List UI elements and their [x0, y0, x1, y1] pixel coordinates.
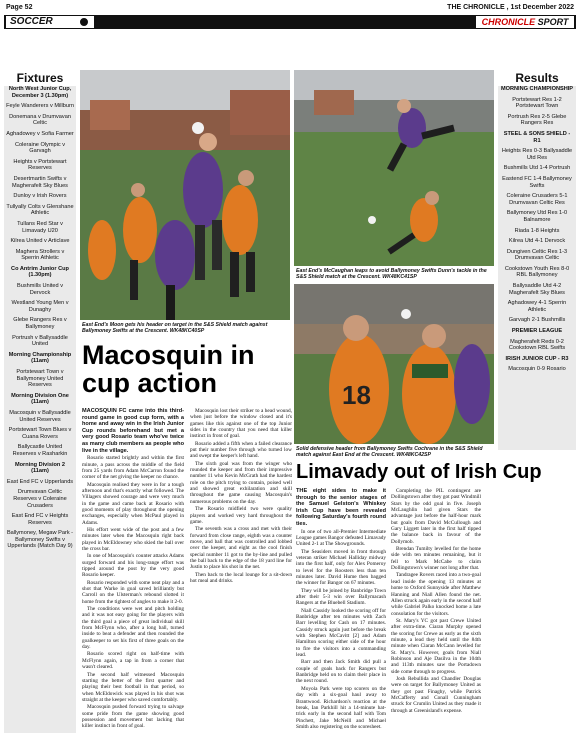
fixture-item: Drumvavan Celtic Reserves v Coleraine Crusaders	[13, 489, 67, 509]
story1-paragraph: Rosario scored right on half-time with McFlynn again, a tap in from a corner that wasn't cleared.	[82, 651, 184, 671]
match-photo-header	[80, 70, 290, 320]
fixture-heading: North West Junior Cup, December 3 (1.30pm)	[8, 86, 72, 99]
story2-paragraph: Brendan Tumilty levelled for the home side with ten minutes remaining, but it fell to Mark McCabe to claim Dollingstown's winner not long after that.	[391, 546, 481, 572]
story2-paragraph: In one of two all-Premier Intermediate League games Bangor defeated Limavady United 2-1 at The Showgrounds.	[296, 528, 386, 548]
fixture-item: Westland Young Men v Dunaghy	[11, 300, 69, 313]
brand-logo	[476, 16, 574, 28]
caption-photo2: East End's McCaughan leaps to avoid Ballymoney Swifts Dunn's tackle in the S&S Shield match at the Crescent. WK48KC41SP	[296, 268, 487, 281]
fixture-item: East End FC v Heights Reserves	[11, 513, 69, 526]
fixture-item: Maghera Strollers v Sperrin Athletic	[15, 248, 65, 262]
photo-graphic	[294, 284, 494, 444]
story1-body	[82, 408, 292, 732]
result-item: Coleraine Crusaders 5-1 Drumvavan Celtic Res	[506, 193, 568, 206]
fixtures-title: Fixtures	[4, 70, 76, 86]
results-column	[498, 70, 576, 450]
story1-paragraph: Rosario added a fifth when a failed clearance put their number five through who turned low and swept the keeper's left hand.	[190, 440, 292, 460]
match-photo-leap	[294, 70, 494, 266]
match-photo-defensive-header	[294, 284, 494, 444]
fixture-item: Ballycastle United Reserves v Rasharkin	[12, 444, 68, 457]
story1-paragraph: The Rosario midfield two were quality players and worked very hard throughout the game.	[190, 506, 292, 525]
story2-paragraph: St. Mary's YC got past Crewe United after extra-time. Ciaran Murphy opened the scoring for Crewe as early as the sixth minute, a lead they held until the 84th minute when Ciaran McCann levelled for St. Mary's. However, goals from Niall Robinson and Aje Dasilva in the 104th and 113th minutes saw the Portadown side come through to progress.	[391, 617, 481, 675]
fixture-item: Heights v Portstewart Reserves	[13, 158, 67, 172]
fixture-item: Portstewart Town v Ballymoney United Reserves	[16, 369, 64, 389]
result-heading: PREMIER LEAGUE	[511, 328, 563, 335]
result-heading: STEEL & SONS SHIELD - R1	[503, 130, 571, 144]
story2-paragraph: Moyola Park were top scorers on the day with a six-goal haul away to Brantwood. Richardson's reaction at the break, Ian Parkhill hit a 14-minute hat-trick early in the second half with Tom Pinchett, Jake McNeill and Michael Smith also registering on the scoresheet.	[296, 685, 386, 730]
result-item: Aghadowey 4-1 Sperrin Athletic	[507, 300, 567, 313]
story2-paragraph: THE eight sides to make it through to the senior stages of the Samuel Gelston's Whiskey Irish Cup have been revealed following Saturday's fourth round ties.	[296, 488, 386, 527]
brand-part2: SPORT	[535, 17, 569, 27]
fixture-item: Kilrea United v Articlave	[10, 238, 70, 245]
story2-headline: Limavady out of Irish Cup	[296, 461, 542, 483]
fixture-heading: Morning Division 2 (11am)	[14, 461, 66, 475]
story2-body	[296, 488, 576, 732]
section-bar	[4, 15, 576, 29]
photo-graphic	[294, 70, 494, 266]
fixture-item: East End FC v Upperlands	[6, 478, 74, 485]
story1-paragraph: Macosquin lost their striker to a head wound, when just before the window closed and it's games like this against one of the top Junior sides in the country that you need that killer instinct in front of goal.	[190, 408, 292, 440]
story1-headline: Macosquin in cup action	[82, 340, 255, 398]
svg-text:18: 18	[342, 380, 371, 410]
fixture-item: Dunloy v Irish Rovers	[13, 193, 67, 200]
story1-paragraph: The second half witnessed Macosquin starting the better of the first quarter and playing their best football in that period, so when McEldowick was played in his shot was straight at the keeper who saved comfortably.	[82, 671, 184, 703]
fixture-item: Portstewart Town Blues v Cuana Rovers	[8, 427, 72, 440]
fixture-item: Portrush v Ballysaddle United	[12, 334, 68, 348]
fixture-item: Desertmartin Swifts v Magherafelt Sky Blues	[12, 175, 68, 189]
result-item: Cookstown Youth Res 8-0 RBL Ballymoney	[504, 265, 570, 279]
story2-paragraph: They will be joined by Banbridge Town after their 5-3 win over Ballymacash Rangers at the Bluebell Stadium.	[296, 587, 386, 607]
story2-paragraph: Josh Rebullida and Chandler Douglas were on target for Ballymoney United as they got past Finaghy, while Patrick McCafferty and Conall Cunningham struck for Crumlin United as they made it through at Greenisland's expense.	[391, 675, 481, 714]
story1-paragraph: Macosquin pushed forward trying to salvage some pride from the game showing good possession and movement but lacking that killer instinct in front of goal.	[82, 704, 184, 730]
story1-paragraph: The conditions were wet and pitch holding and it was not easy going for the players with the third goal a piece of great individual skill from McFlynn who, after a long ball, turned inside to beat a defender and then rounded the goalkeeper to set his first of three goals on the day.	[82, 606, 184, 651]
fixture-item: Donemana v Drumvavan Celtic	[9, 113, 71, 127]
brand-part1: CHRONICLE	[481, 17, 536, 27]
result-item: Garvagh 2-1 Bushmills	[508, 317, 566, 324]
fixture-item: Feyle Wanderers v Millburn	[6, 103, 74, 110]
result-heading: IRISH JUNIOR CUP - R3	[505, 355, 569, 362]
result-item: Portrush Res 2-5 Glebe Rangers Res	[507, 113, 567, 127]
results-list	[498, 86, 576, 373]
fixture-item: Bushmills United v Dervock	[16, 283, 63, 296]
football-icon	[78, 16, 90, 28]
fixture-heading: Co Antrim Junior Cup (1.30pm)	[11, 265, 69, 279]
result-item: Macosquin 0-9 Rosario	[508, 366, 566, 373]
story1-paragraph: His effort went wide of the post and a few minutes later when the Macosquin right back played in McEldowney who skied the ball over the cross bar.	[82, 526, 184, 552]
fixture-item: Glebe Rangers Res v Ballymoney	[13, 317, 67, 331]
result-item: Heights Res 0-3 Ballysaddle Utd Res	[501, 148, 573, 161]
story1-paragraph: Rosario responded with some neat play and a shot that Warke in goal saved brilliantly but Carroll on the Ulsterman's rebound slotted it home from the tightest of angles to make it 2-0.	[82, 579, 184, 605]
caption-photo1: East End's Moon gets his header on target in the S&S Shield match against Ballymoney Swifts at the Crescent. WK48KC40SP	[82, 322, 268, 335]
caption-photo3: Solid defensive header from Ballymoney Swifts Cochrane in the S&S Shield match against East End at the Crescent. WK48KC42SP	[296, 446, 483, 459]
result-item: Portstewart Res 1-2 Portstewart Town	[512, 96, 562, 110]
result-item: Ballymoney Utd Res 1-0 Balnamore	[506, 210, 568, 223]
fixture-item: Macosquin v Ballysaddle United Reserves	[9, 409, 71, 423]
result-item: Dungiven Celtic Res 1-3 Drumvavan Celtic	[506, 248, 568, 262]
story1-paragraph: Rosario started brightly and within the first minute, a pass across the middle of the field from 25 yards from Adam McCarron found the corner of the net giving the keeper no chance.	[82, 455, 184, 481]
fixtures-column	[4, 70, 76, 733]
page-header	[0, 0, 580, 14]
result-item: Magherafelt Reds 0-2 Cookstown RBL Swifts	[508, 338, 566, 352]
story1-paragraph: MACOSQUIN FC came into this third-round game in good cup form, with a home and away win in the Irish Junior Cup rounds beforehand but met a very good Rosario team who've twice as many club members as people who live in the village.	[82, 408, 184, 454]
fixtures-list	[4, 86, 76, 550]
issue-date: THE CHRONICLE , 1st December 2022	[447, 4, 574, 11]
fixture-item: Coleraine Olympic v Garvagh	[14, 141, 66, 155]
story1-paragraph: The seventh was a cross and met with their forward from close range, eighth was a counter move, and ball that was controlled and lobbed over the keeper, and eight as the cool finish special number 11 got to the by-line and pulled the ball back to the edge of the 18 yard line for Justin to place his shot in the net.	[190, 526, 292, 571]
fixture-item: Tullans Red Star v Limavady U20	[17, 220, 63, 234]
story1-paragraph: Then back to the local lounge for a sit-down hot meal and drinks.	[190, 571, 292, 584]
fixture-item: Tullyally Colts v Glenshane Athletic	[6, 203, 74, 217]
story1-paragraph: The sixth goal was from the winger who rounded the keeper and from their impressive number 11 who Kevin McGrath had the hardest role on the pitch trying to contain, poised well and showed great exhilaration and skill throughout the game causing Macosquin's numerous problems on the day.	[190, 460, 292, 505]
story2-paragraph: Completing the PIL contingent are Dollingstown after they got past Windmill Stars by the odd goal in five. Joseph McLaughlin had given Stars the advantage just before the half-hour mark but goals from David McCullough and Gary Liggett later in the first half tipped the balance back in favour of the Dollymob.	[391, 488, 481, 545]
result-item: Riada 1-8 Heights	[514, 227, 560, 234]
fixture-item: Aghadowey v Sofia Farmer	[6, 130, 74, 137]
story2-paragraph: Niall Cassidy looked the scoring off for Banbridge after ten minutes with Zach Barr levelling for Cash on 17 minutes. Cassidy struck again just before the break with Stephen McCavitt [2] and Adam Hamilton scoring either side of the hour to fire the visitors into a commanding lead.	[296, 607, 386, 659]
result-item: Kilrea Utd 4-1 Dervock	[508, 238, 566, 245]
fixture-heading: Morning Championship (11am)	[8, 351, 72, 365]
page-number: Page 52	[6, 4, 33, 11]
results-title: Results	[498, 70, 576, 86]
fixture-item: Ballymoney, Megaw Park - Ballymoney Swifts v Upperlands (Match Day 9)	[6, 530, 74, 550]
story1-paragraph: Macosquin realised they were in for a tough afternoon and that's exactly what followed. The Villagers showed courage and were very much in the game and came back at Rosario with good moments of play throughout the opening exchanges, especially when McPaul played in Adams.	[82, 481, 184, 526]
result-item: Eastend FC 1-4 Ballymoney Swifts	[502, 175, 572, 189]
result-heading: MORNING CHAMPIONSHIP	[500, 86, 574, 92]
result-item: Ballysaddle Utd 4-2 Magherafelt Sky Blues	[509, 283, 565, 296]
result-item: Bushmills Utd 1-4 Portrush	[503, 165, 571, 172]
story2-paragraph: Tandragee Rovers raced into a two-goal lead inside the opening 13 minutes at home to Oxford Sunnyside after Matthew Hanning and Niall Allen found the net. Allen struck again early in the second half while Gabriel Palko knocked home a late consolation for the visitors.	[391, 572, 481, 617]
story1-paragraph: In one of Macosquin's counter attacks Adams surged forward and his long-range effort was tipped around the post by the very good Rosario keeper.	[82, 553, 184, 579]
story2-paragraph: Barr and then Jack Smith did pull a couple of goals back for Rangers but Banbridge held on to claim their place in the next round.	[296, 659, 386, 685]
fixture-heading: Morning Division One (11am)	[11, 392, 69, 406]
story2-paragraph: The Seasiders moved in front through veteran striker Michael Halliday midway into the first half, only for Alex Pomeroy to level for the Roosters less than ten minutes later. David Hume then bagged the winner for Bangor on 67 minutes.	[296, 548, 386, 587]
photo-graphic	[80, 70, 290, 320]
section-label: SOCCER	[6, 16, 94, 28]
